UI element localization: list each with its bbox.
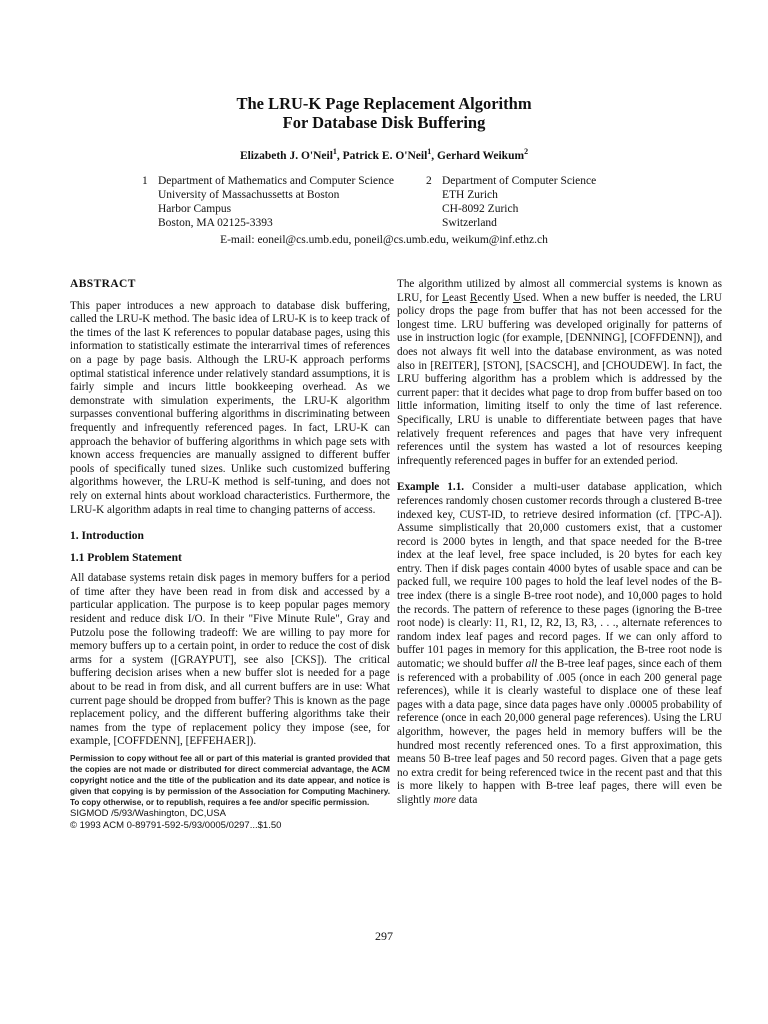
left-column — [70, 278, 390, 832]
author-affil-mark: 1 — [332, 147, 337, 156]
author-list — [0, 147, 768, 162]
affiliation-line: Department of Computer Science — [442, 175, 597, 187]
text-run: all — [525, 658, 538, 671]
affiliation-1 — [142, 174, 394, 230]
example-paragraph — [397, 481, 722, 807]
text-run: ecently — [477, 291, 514, 304]
text-run: L — [442, 291, 450, 304]
affiliation-line: Department of Mathematics and Computer Science — [158, 175, 394, 187]
text-run: Consider a multi-user database application, which references randomly chosen customer records through a clustered B-tree indexed key, CUST-ID, to retrieve desired information (cf. [TPC-A]). Assume simplistically that 20,000 customers exist, that a customer record is 2000 bytes in length, and that space needed for the B-tree index at the leaf level, free space included, is 20 bytes for each key entry. Then if disk pages contain 4000 bytes of usable space and can be packed full, we require 100 pages to hold the leaf level nodes of the B-tree index (there is a single B-tree root node), and 10,000 pages to hold the records. The pattern of reference to these pages (ignoring the B-tree root node) is clearly: I1, R1, I2, R2, I3, R3, . . ., alternate references to random index leaf pages and record pages. If we can only afford to buffer 101 pages in memory for this application, the B-tree root node is automatic; we should buffer — [397, 481, 723, 671]
text-run: the B-tree leaf pages, since each of them is referenced with a probability of .005 (once in each 200 general page references), while it is clearly wasteful to displace one of these leaf pages with a data page, since data pages have only .00005 probability of reference (once in each 20,000 general page references). Using the LRU algorithm, however, the pages held in memory buffers will be the hundred most recently referenced ones. To a first approximation, this means 50 B-tree leaf pages and 50 record pages. Given that a page gets no extra credit for being referenced twice in the recent past and that this is more likely to happen with B-tree leaf pages, there will even be slightly — [397, 658, 722, 806]
text-run: U — [513, 291, 522, 304]
right-column — [397, 278, 722, 808]
author-name: Elizabeth J. O'Neil — [239, 149, 333, 162]
abstract-text: This paper introduces a new approach to database disk buffering, called the LRU-K method. The basic idea of LRU-K is to keep track of the times of the last K references to popular database pages, using this information to statistically estimate the interarrival times of references on a page by page basis. Although the LRU-K approach performs optimal statistical inference under relatively standard assumptions, it is fairly simple and incurs little bookkeeping overhead. As we demonstrate with simulation experiments, the LRU-K algorithm surpasses conventional buffering algorithms in discriminating between frequently and infrequently referenced pages. In fact, LRU-K can approach the behavior of buffering algorithms in which page sets with known access frequencies are manually assigned to different buffer pools of specifically tuned sizes. Unlike such customized buffering algorithms however, the LRU-K method is self-tuning, and does not rely on external hints about workload characteristics. Furthermore, the LRU-K algorithm adapts in real time to changing patterns of access. — [70, 299, 390, 516]
affiliation-2 — [426, 174, 597, 230]
affiliation-line: Switzerland — [442, 217, 497, 229]
example-label: Example 1.1. — [397, 481, 465, 494]
affiliation-line: Boston, MA 02125-3393 — [158, 217, 273, 229]
text-run: east — [449, 291, 470, 304]
author-separator: , — [336, 149, 343, 162]
author-affil-mark: 1 — [427, 147, 432, 156]
author-separator: , — [431, 149, 438, 162]
text-run: sed. When a new buffer is needed, the LRU policy drops the page from buffer that has not been accessed for the longest time. LRU buffering was developed originally for patterns of use in instruction logic (for example, [DENNING], [COFFDENN]), and does not always fit well into the database environment, as was noted also in [REITER], [STON], [SACSCH], and [CHOUDEW]. In fact, the LRU buffering algorithm has a problem which is addressed by the current paper: that it decides what page to drop from buffer based on too little information, limiting itself to only the time of last reference. Specifically, LRU is unable to differentiate between pages that have relatively frequent references and pages that have very infrequent references until the system has wasted a lot of resources keeping infrequently referenced pages in buffer for an extended period. — [397, 291, 722, 467]
affiliation-line: University of Massachussetts at Boston — [158, 189, 340, 201]
text-run: data — [455, 793, 478, 806]
text-run: The algorithm utilized by almost all commercial systems is known as LRU, for — [397, 278, 722, 304]
affiliation-line: CH-8092 Zurich — [442, 203, 519, 215]
section-heading-problem-statement: 1.1 Problem Statement — [70, 551, 182, 564]
venue-line: SIGMOD /5/93/Washington, DC,USA — [70, 808, 226, 819]
author-emails: E-mail: eoneil@cs.umb.edu, poneil@cs.umb.edu, weikum@inf.ethz.ch — [220, 234, 548, 246]
author-name: Gerhard Weikum — [437, 149, 525, 162]
lru-paragraph — [397, 278, 722, 468]
affiliation-number: 2 — [426, 175, 432, 187]
author-affil-mark: 2 — [524, 147, 529, 156]
affiliation-number: 1 — [142, 175, 148, 187]
author-name: Patrick E. O'Neil — [342, 149, 428, 162]
text-run: R — [469, 291, 478, 304]
paper-title-line-1: The LRU-K Page Replacement Algorithm — [236, 94, 532, 113]
page-number: 297 — [375, 929, 393, 943]
affiliation-line: Harbor Campus — [158, 203, 232, 215]
section-heading-introduction: 1. Introduction — [70, 530, 144, 543]
abstract-heading: ABSTRACT — [70, 278, 136, 290]
affiliation-line: ETH Zurich — [442, 189, 498, 201]
paper-title-line-2: For Database Disk Buffering — [282, 113, 486, 132]
permission-notice: Permission to copy without fee all or part of this material is granted provided that the copies are not made or distributed for direct commercial advantage, the ACM copyright notice and the title of the publication and its date appear, and notice is given that copying is by permission of the Association for Computing Machinery. To copy otherwise, or to republish, requires a fee and/or specific permission. — [70, 754, 390, 807]
introduction-text: All database systems retain disk pages in memory buffers for a period of time after they have been read in from disk and accessed by a particular application. The purpose is to keep popular pages memory resident and reduce disk I/O. In their "Five Minute Rule", Gray and Putzolu pose the following tradeoff: We are willing to pay more for memory buffers up to a certain point, in order to reduce the cost of disk arms for a system ([GRAYPUT], see also [CKS]). The critical buffering decision arises when a new buffer slot is needed for a page about to be read in from disk, and all current buffers are in use: What current page should be dropped from buffer? This is known as the page replacement policy, and the different buffering algorithms take their names from the type of replacement policy they impose (see, for example, [COFFDENN], [EFFEHAER]). — [70, 572, 390, 748]
text-run: more — [433, 793, 456, 806]
copyright-line: © 1993 ACM 0-89791-592-5/93/0005/0297...$1.50 — [70, 820, 282, 831]
